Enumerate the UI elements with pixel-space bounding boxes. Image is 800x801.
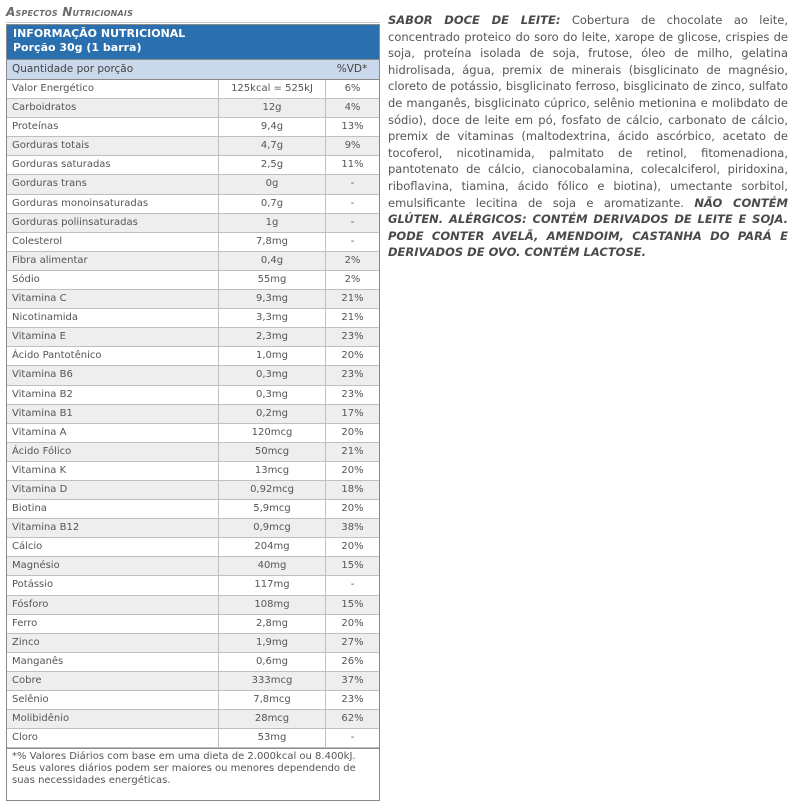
table-row <box>7 557 379 576</box>
cell-vd: 23% <box>341 331 364 343</box>
cell-vd: 20% <box>341 350 364 362</box>
cell-vd: 23% <box>341 388 364 400</box>
cell-vd: 26% <box>341 655 364 667</box>
cell-qty: 50mcg <box>219 443 326 461</box>
cell-name: Cloro <box>7 729 219 747</box>
cell-name: Vitamina E <box>7 328 219 346</box>
cell-qty: 0,3mg <box>219 366 326 384</box>
cell-qty: 0,9mcg <box>219 519 326 537</box>
table-row <box>7 729 379 748</box>
cell-qty: 0,7g <box>219 195 326 213</box>
cell-name: Biotina <box>7 500 219 518</box>
cell-qty: 120mcg <box>219 424 326 442</box>
cell-name: Vitamina B6 <box>7 366 219 384</box>
cell-name: Molibidênio <box>7 710 219 728</box>
cell-name: Ácido Pantotênico <box>7 347 219 365</box>
cell-vd: 9% <box>344 140 361 152</box>
flavor-label: SABOR DOCE DE LEITE: <box>388 13 561 27</box>
table-row <box>7 462 379 481</box>
cell-vd: 15% <box>341 598 364 610</box>
table-footnote: *% Valores Diários com base em uma dieta de 2.000kcal ou 8.400kJ. Seus valores diários podem ser maiores ou menores dependendo de suas necessidades energéticas. <box>7 748 379 787</box>
table-row <box>7 710 379 729</box>
divider <box>6 22 380 23</box>
cell-vd: - <box>350 178 355 190</box>
cell-name: Gorduras totais <box>7 137 219 155</box>
column-header-quantity: Quantidade por porção <box>12 63 134 75</box>
cell-vd: - <box>350 732 355 744</box>
cell-name: Zinco <box>7 634 219 652</box>
cell-name: Sódio <box>7 271 219 289</box>
allergy-warning: NÃO CONTÉM GLÚTEN. ALÉRGICOS: CONTÉM DERIVADOS DE LEITE E SOJA. PODE CONTER AVELÃ, AMENDOIM, CASTANHA DO PARÁ E DERIVADOS DE OVO. CONTÉM LACTOSE. <box>388 195 788 260</box>
table-row <box>7 500 379 519</box>
cell-qty: 204mg <box>219 538 326 556</box>
cell-name: Potássio <box>7 576 219 594</box>
table-row <box>7 233 379 252</box>
cell-vd: 11% <box>341 159 364 171</box>
cell-qty: 40mg <box>219 557 326 575</box>
table-row <box>7 653 379 672</box>
table-row <box>7 519 379 538</box>
cell-vd: 27% <box>341 636 364 648</box>
cell-name: Manganês <box>7 653 219 671</box>
section-title: Aspectos Nutricionais <box>6 5 134 19</box>
cell-name: Colesterol <box>7 233 219 251</box>
table-row <box>7 214 379 233</box>
cell-vd: 2% <box>344 273 361 285</box>
cell-name: Gorduras poliinsaturadas <box>7 214 219 232</box>
cell-name: Fósforo <box>7 596 219 614</box>
table-row <box>7 405 379 424</box>
cell-qty: 0,2mg <box>219 405 326 423</box>
cell-vd: 20% <box>341 617 364 629</box>
cell-qty: 0,4g <box>219 252 326 270</box>
table-row <box>7 156 379 175</box>
cell-vd: 21% <box>341 293 364 305</box>
column-header-vd: %VD* <box>336 63 368 75</box>
table-row <box>7 309 379 328</box>
cell-vd: 62% <box>341 713 364 725</box>
table-row <box>7 691 379 710</box>
cell-vd: 17% <box>341 407 364 419</box>
cell-qty: 1,9mg <box>219 634 326 652</box>
table-row <box>7 137 379 156</box>
cell-qty: 28mcg <box>219 710 326 728</box>
table-body <box>7 80 379 748</box>
cell-qty: 117mg <box>219 576 326 594</box>
cell-qty: 0,6mg <box>219 653 326 671</box>
cell-name: Vitamina D <box>7 481 219 499</box>
table-row <box>7 290 379 309</box>
cell-vd: - <box>350 579 355 591</box>
cell-qty: 53mg <box>219 729 326 747</box>
cell-qty: 7,8mg <box>219 233 326 251</box>
cell-name: Ácido Fólico <box>7 443 219 461</box>
cell-qty: 13mcg <box>219 462 326 480</box>
column-header-row <box>7 59 379 80</box>
cell-qty: 2,8mg <box>219 615 326 633</box>
table-row <box>7 366 379 385</box>
cell-qty: 0g <box>219 175 326 193</box>
cell-name: Carboidratos <box>7 99 219 117</box>
cell-name: Valor Energético <box>7 80 219 98</box>
cell-name: Fibra alimentar <box>7 252 219 270</box>
cell-vd: 20% <box>341 426 364 438</box>
table-row <box>7 596 379 615</box>
ingredients-text: Cobertura de chocolate ao leite, concentrado proteico do soro do leite, xarope de glicose, crispies de soja, proteína isolada de soja, frutose, óleo de milho, gelatina hidrolisada, água, premix de minerais (bisglicinato de magnésio, cloreto de potássio, bisglicinato ferroso, bisglicinato de zinco, sulfato de manganês, bisglicinato cúprico, selênio metionina e molibdato de sódio), doce de leite em pó, fosfato de cálcio, carbonato de cálcio, premix de vitaminas (maltodextrina, ácido ascórbico, acetato de tocoferol, nicotinamida, palmitato de retinol, fitomenadiona, pantotenato de cálcio, cianocobalamina, colecalciferol, piridoxina, riboflavina, tiamina, ácido fólico e biotina), umectante sorbitol, emulsificante lecitina de soja e aromatizante. <box>388 13 789 210</box>
table-row <box>7 481 379 500</box>
cell-name: Vitamina K <box>7 462 219 480</box>
cell-qty: 12g <box>219 99 326 117</box>
cell-name: Gorduras trans <box>7 175 219 193</box>
cell-name: Nicotinamida <box>7 309 219 327</box>
table-row <box>7 271 379 290</box>
cell-name: Vitamina B12 <box>7 519 219 537</box>
table-row <box>7 615 379 634</box>
cell-qty: 2,3mg <box>219 328 326 346</box>
cell-name: Gorduras monoinsaturadas <box>7 195 219 213</box>
cell-qty: 4,7g <box>219 137 326 155</box>
table-row <box>7 99 379 118</box>
cell-name: Vitamina C <box>7 290 219 308</box>
cell-vd: - <box>350 216 355 228</box>
cell-vd: 21% <box>341 312 364 324</box>
table-header <box>7 25 379 59</box>
cell-vd: 13% <box>341 121 364 133</box>
nutrition-table <box>6 24 380 801</box>
cell-vd: 6% <box>344 83 361 94</box>
cell-qty: 1g <box>219 214 326 232</box>
table-row <box>7 424 379 443</box>
table-row <box>7 386 379 405</box>
cell-qty: 7,8mcg <box>219 691 326 709</box>
table-row <box>7 672 379 691</box>
cell-name: Ferro <box>7 615 219 633</box>
cell-qty: 55mg <box>219 271 326 289</box>
cell-qty: 0,3mg <box>219 386 326 404</box>
cell-qty: 125kcal = 525kJ <box>219 80 326 98</box>
cell-qty: 9,4g <box>219 118 326 136</box>
cell-qty: 3,3mg <box>219 309 326 327</box>
table-row <box>7 538 379 557</box>
cell-vd: 20% <box>341 503 364 515</box>
table-row <box>7 118 379 137</box>
cell-name: Vitamina B1 <box>7 405 219 423</box>
cell-vd: 18% <box>341 483 364 495</box>
table-row <box>7 576 379 595</box>
cell-vd: 4% <box>344 102 361 114</box>
cell-qty: 5,9mcg <box>219 500 326 518</box>
table-row <box>7 328 379 347</box>
cell-name: Cobre <box>7 672 219 690</box>
table-row <box>7 443 379 462</box>
cell-vd: 20% <box>341 541 364 553</box>
table-row <box>7 175 379 194</box>
cell-name: Vitamina B2 <box>7 386 219 404</box>
cell-qty: 0,92mcg <box>219 481 326 499</box>
cell-name: Magnésio <box>7 557 219 575</box>
cell-name: Proteínas <box>7 118 219 136</box>
column-header-spacer <box>219 60 325 79</box>
cell-qty: 1,0mg <box>219 347 326 365</box>
table-row <box>7 347 379 366</box>
cell-vd: - <box>350 197 355 209</box>
cell-vd: 37% <box>341 674 364 686</box>
cell-qty: 333mcg <box>219 672 326 690</box>
cell-vd: 20% <box>341 464 364 476</box>
cell-qty: 2,5g <box>219 156 326 174</box>
product-description <box>388 12 788 261</box>
table-title: INFORMAÇÃO NUTRICIONAL <box>13 27 186 40</box>
cell-qty: 108mg <box>219 596 326 614</box>
cell-name: Vitamina A <box>7 424 219 442</box>
cell-name: Selênio <box>7 691 219 709</box>
cell-vd: 38% <box>341 522 364 534</box>
cell-vd: 23% <box>341 694 364 705</box>
serving-size: Porção 30g (1 barra) <box>13 41 142 54</box>
cell-name: Cálcio <box>7 538 219 556</box>
cell-qty: 9,3mg <box>219 290 326 308</box>
cell-vd: - <box>350 235 355 247</box>
table-row <box>7 195 379 214</box>
cell-vd: 15% <box>341 560 364 572</box>
cell-vd: 2% <box>344 254 361 266</box>
table-row <box>7 80 379 99</box>
cell-name: Gorduras saturadas <box>7 156 219 174</box>
cell-vd: 21% <box>341 445 364 457</box>
table-row <box>7 634 379 653</box>
table-row <box>7 252 379 271</box>
cell-vd: 23% <box>341 369 364 381</box>
